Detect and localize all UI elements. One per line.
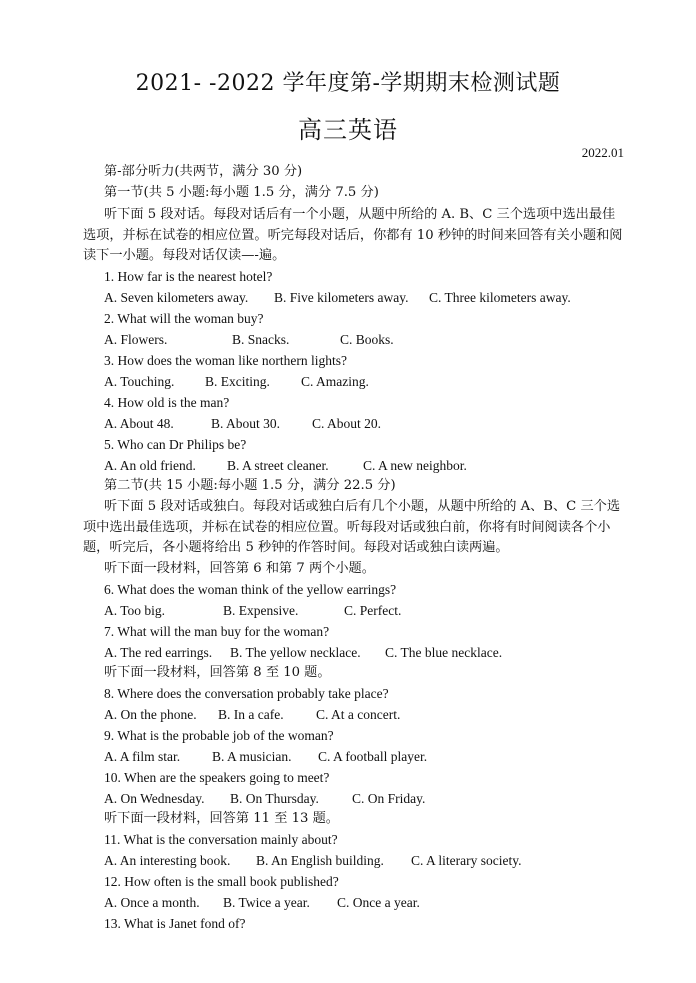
option-c: C. A new neighbor. <box>363 458 467 473</box>
question-9-options <box>104 747 427 767</box>
exam-date: 2022.01 <box>581 145 624 160</box>
exam-subtitle: 高三英语 <box>298 116 398 144</box>
question-11-options <box>104 851 521 871</box>
question-11: 11. What is the conversation mainly about? <box>104 832 338 847</box>
question-3-options <box>104 372 369 392</box>
question-8-options <box>104 705 400 725</box>
option-b: B. Snacks. <box>232 332 290 347</box>
section2-instructions: 听下面 5 段对话或独白。每段对话或独白后有几个小题，从题中所给的 A、B、C 三个选项中选出最佳选项，并标在试卷的相应位置。听每段对话或独白前，你将有时间阅读各个小题，听完后，各小题将给出 5 秒钟的作答时间。每段对话或独白读两遍。 <box>83 499 621 556</box>
question-6-options <box>104 601 401 621</box>
option-a: A. About 48. <box>104 416 174 431</box>
section1-heading: 第一节(共 5 小题:每小题 1.5 分，满分 7.5 分) <box>104 185 379 200</box>
question-12: 12. How often is the small book published? <box>104 874 339 889</box>
option-c: C. About 20. <box>312 416 382 431</box>
part1-heading: 第-部分听力(共两节，满分 30 分) <box>104 164 303 179</box>
section2-heading: 第二节(共 15 小题:每小题 1.5 分，满分 22.5 分) <box>104 478 396 493</box>
question-10-options <box>104 789 425 809</box>
option-a: A. Touching. <box>104 374 175 389</box>
question-3: 3. How does the woman like northern lights? <box>104 353 347 368</box>
option-a: A. On Wednesday. <box>104 791 205 806</box>
question-1: 1. How far is the nearest hotel? <box>104 269 273 284</box>
option-a: A. Seven kilometers away. <box>104 290 249 305</box>
exam-title: 2021- -2022 学年度第-学期期末检测试题 <box>135 71 561 96</box>
option-b: B. An English building. <box>256 853 384 868</box>
option-a: A. The red earrings. <box>104 645 213 660</box>
option-a: A. An old friend. <box>104 458 196 473</box>
option-b: B. Five kilometers away. <box>274 290 409 305</box>
material-3-note: 听下面一段材料，回答第 11 至 13 题。 <box>104 811 339 826</box>
question-1-options <box>104 288 571 308</box>
option-c: C. A football player. <box>318 749 428 764</box>
option-b: B. A musician. <box>212 749 292 764</box>
question-12-options <box>104 893 420 913</box>
question-13: 13. What is Janet fond of? <box>104 916 246 931</box>
option-b: B. About 30. <box>211 416 281 431</box>
question-6: 6. What does the woman think of the yellow earrings? <box>104 582 397 597</box>
option-c: C. Amazing. <box>301 374 369 389</box>
option-b: B. A street cleaner. <box>227 458 329 473</box>
option-a: A. An interesting book. <box>104 853 231 868</box>
question-8: 8. Where does the conversation probably take place? <box>104 686 389 701</box>
option-c: C. At a concert. <box>316 707 401 722</box>
option-a: A. A film star. <box>104 749 181 764</box>
material-2-note: 听下面一段材料，回答第 8 至 10 题。 <box>104 665 331 680</box>
question-2-options <box>104 330 394 350</box>
option-a: A. Flowers. <box>104 332 168 347</box>
option-c: C. The blue necklace. <box>385 645 503 660</box>
material-1-note: 听下面一段材料，回答第 6 和第 7 两个小题。 <box>104 561 375 576</box>
option-b: B. The yellow necklace. <box>230 645 361 660</box>
option-c: C. A literary society. <box>411 853 522 868</box>
question-7-options <box>104 643 502 663</box>
option-b: B. In a cafe. <box>218 707 284 722</box>
question-4-options <box>104 414 381 434</box>
question-9: 9. What is the probable job of the woman? <box>104 728 334 743</box>
question-2: 2. What will the woman buy? <box>104 311 264 326</box>
option-b: B. Exciting. <box>205 374 270 389</box>
question-7: 7. What will the man buy for the woman? <box>104 624 330 639</box>
option-b: B. Twice a year. <box>223 895 310 910</box>
option-b: B. Expensive. <box>223 603 299 618</box>
option-c: C. Perfect. <box>344 603 402 618</box>
question-5: 5. Who can Dr Philips be? <box>104 437 247 452</box>
option-c: C. Three kilometers away. <box>429 290 571 305</box>
option-c: C. Books. <box>340 332 394 347</box>
question-10: 10. When are the speakers going to meet? <box>104 770 330 785</box>
question-4: 4. How old is the man? <box>104 395 230 410</box>
section1-instructions: 听下面 5 段对话。每段对话后有一个小题，从题中所给的 A. B、C 三个选项中选出最佳选项，并标在试卷的相应位置。听完每段对话后，你都有 10 秒钟的时间来回答有关小题和阅读下一小题。每段对话仅读—-遍。 <box>83 207 623 264</box>
question-5-options <box>104 456 467 476</box>
option-a: A. Once a month. <box>104 895 200 910</box>
option-a: A. On the phone. <box>104 707 197 722</box>
option-c: C. Once a year. <box>337 895 420 910</box>
option-b: B. On Thursday. <box>230 791 319 806</box>
option-a: A. Too big. <box>104 603 166 618</box>
option-c: C. On Friday. <box>352 791 426 806</box>
